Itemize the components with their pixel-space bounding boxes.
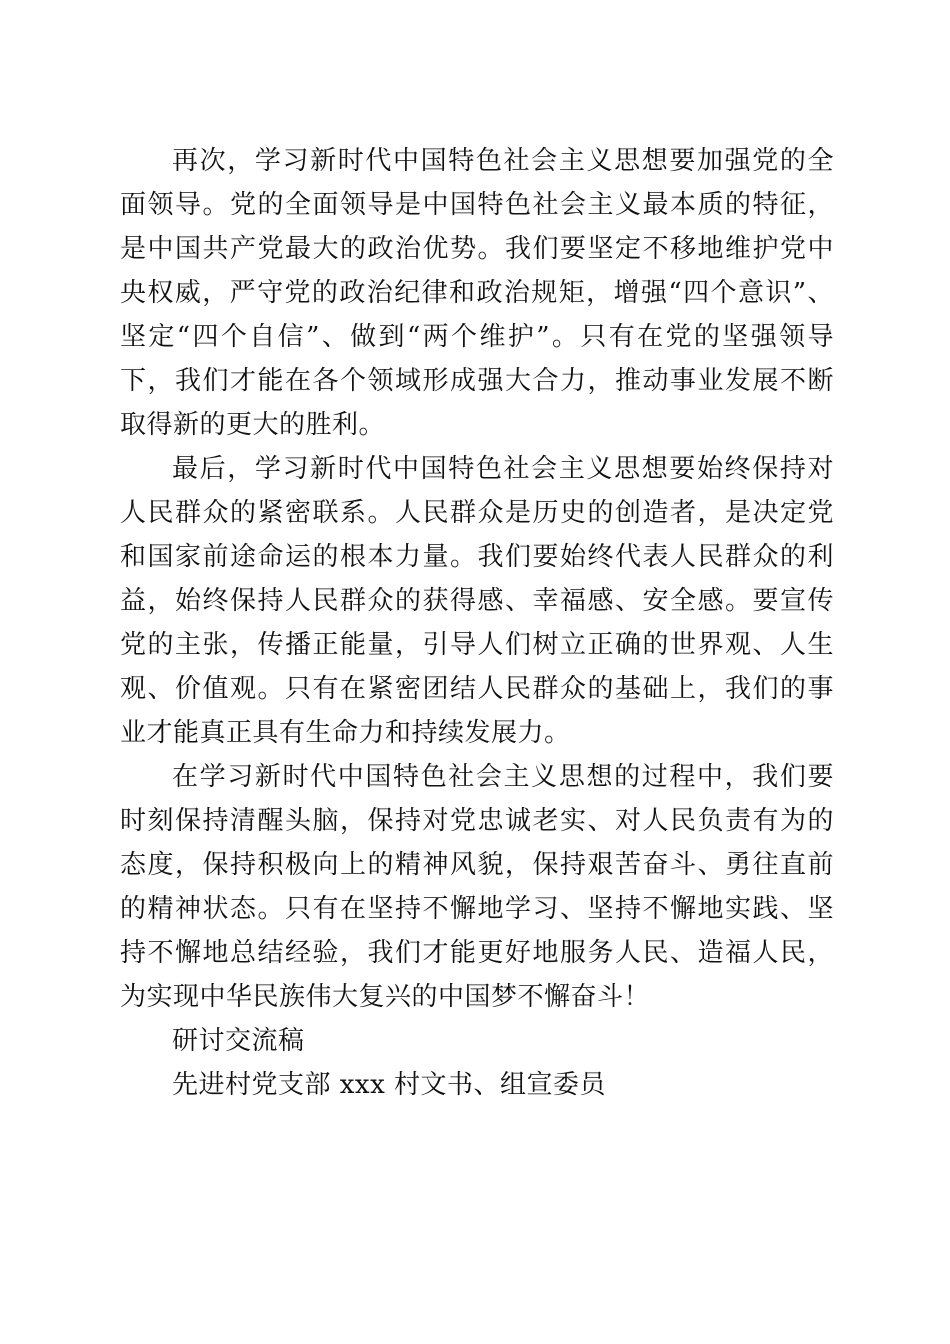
paragraph-leadership: 再次，学习新时代中国特色社会主义思想要加强党的全面领导。党的全面领导是中国特色社会主义最本质的特征，是中国共产党最大的政治优势。我们要坚定不移地维护党中央权威，严守党的政治纪律和政治规矩，增强“四个意识”、坚定“四个自信”、做到“两个维护”。只有在党的坚强领导下，我们才能在各个领域形成强大合力，推动事业发展不断取得新的更大的胜利。 bbox=[120, 146, 834, 440]
paragraph-conclusion: 在学习新时代中国特色社会主义思想的过程中，我们要时刻保持清醒头脑，保持对党忠诚老实、对人民负责有为的态度，保持积极向上的精神风貌，保持艰苦奋斗、勇往直前的精神状态。只有在坚持不懈地学习、坚持不懈地实践、坚持不懈地总结经验，我们才能更好地服务人民、造福人民，为实现中华民族伟大复兴的中国梦不懈奋斗！ bbox=[120, 762, 834, 1012]
document-page bbox=[120, 139, 834, 1107]
signature-line: 先进村党支部 xxx 村文书、组宣委员 bbox=[172, 1070, 607, 1100]
paragraph-people: 最后，学习新时代中国特色社会主义思想要始终保持对人民群众的紧密联系。人民群众是历史的创造者，是决定党和国家前途命运的根本力量。我们要始终代表人民群众的利益，始终保持人民群众的获得感、幸福感、安全感。要宣传党的主张，传播正能量，引导人们树立正确的世界观、人生观、价值观。只有在紧密团结人民群众的基础上，我们的事业才能真正具有生命力和持续发展力。 bbox=[120, 454, 834, 748]
closing-title: 研讨交流稿 bbox=[172, 1026, 305, 1056]
